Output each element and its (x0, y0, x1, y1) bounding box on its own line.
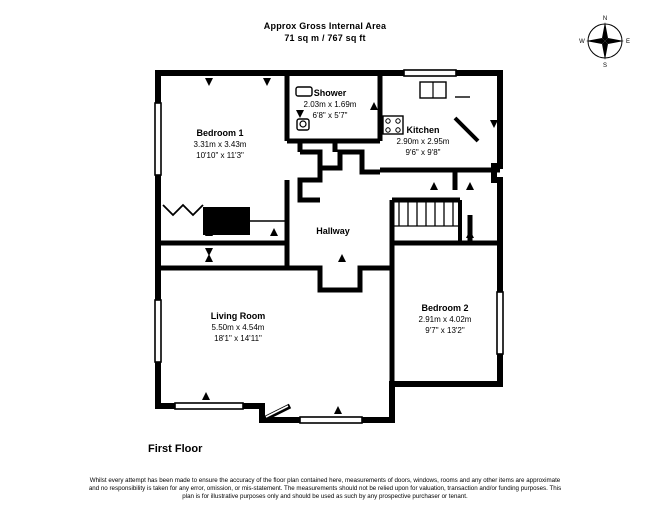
svg-text:N: N (602, 16, 608, 22)
svg-text:E: E (625, 39, 631, 45)
room-name: Hallway (316, 226, 350, 236)
windows (155, 70, 503, 423)
room-dim-imperial: 10'10" x 11'3" (196, 151, 244, 160)
svg-text:S: S (602, 63, 608, 68)
room-dim-metric: 5.50m x 4.54m (211, 323, 265, 332)
room-label-bedroom-1 (170, 128, 270, 161)
room-name: Kitchen (406, 125, 440, 135)
room-label-kitchen (378, 125, 468, 158)
room-dim-imperial: 9'6" x 9'8" (405, 148, 441, 157)
room-label-hallway (288, 226, 378, 237)
room-name: Bedroom 1 (196, 128, 244, 138)
svg-text:W: W (579, 39, 585, 45)
room-dim-metric: 3.31m x 3.43m (193, 140, 247, 149)
room-dim-metric: 2.03m x 1.69m (303, 100, 357, 109)
floor-title: First Floor (148, 443, 203, 455)
room-label-bedroom-2 (395, 303, 495, 336)
room-name: Bedroom 2 (421, 303, 469, 313)
room-dim-metric: 2.90m x 2.95m (396, 137, 450, 146)
compass-icon (578, 14, 632, 68)
room-name: Living Room (210, 311, 266, 321)
room-dim-imperial: 6'8" x 5'7" (312, 111, 348, 120)
room-name: Shower (313, 88, 347, 98)
area-heading-line1: Approx Gross Internal Area (263, 21, 387, 31)
room-dim-imperial: 9'7" x 13'2" (425, 326, 465, 335)
room-label-shower (285, 88, 375, 121)
area-heading-line2: 71 sq m / 767 sq ft (284, 33, 366, 43)
room-dim-imperial: 18'1" x 14'11" (214, 334, 262, 343)
disclaimer-text: Whilst every attempt has been made to ensure the accuracy of the floor plan contained here, measurements of doors, windows, rooms and any other items are approximate and no responsibility is taken for any error, omission, or mis-statement. The measurements should not be relied upon for valuation, transaction and/or funding purposes. This plan is for illustrative purposes only and should be used as such by any prospective purchaser or tenant. (88, 477, 562, 501)
room-label-living-room (178, 311, 298, 344)
room-dim-metric: 2.91m x 4.02m (418, 315, 472, 324)
